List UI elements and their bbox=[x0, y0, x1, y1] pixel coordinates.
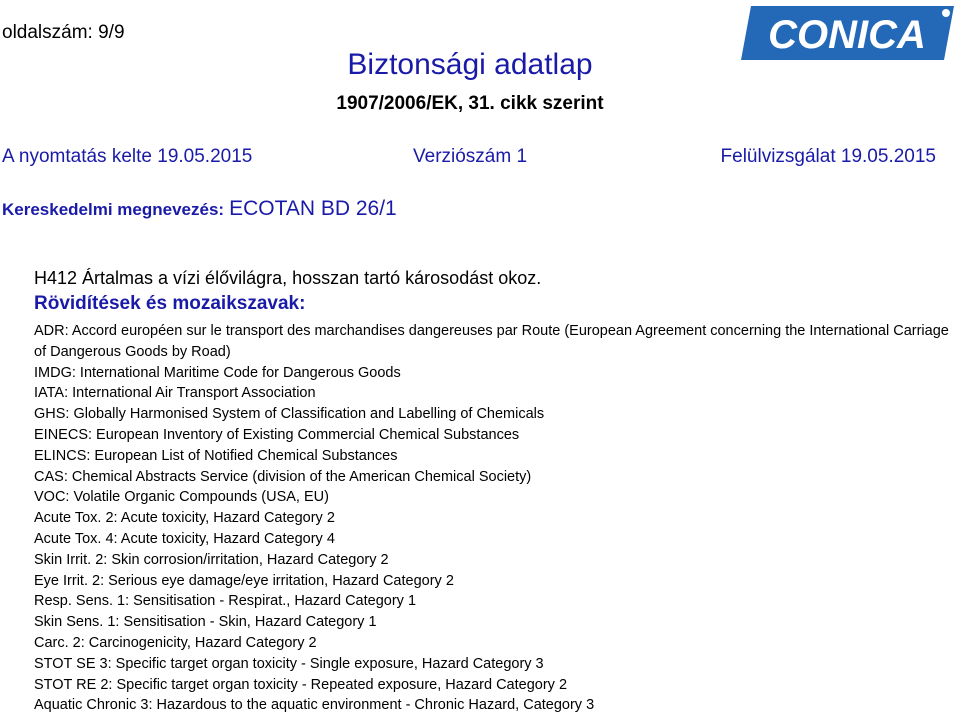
abbreviation-item: VOC: Volatile Organic Compounds (USA, EU) bbox=[34, 489, 329, 506]
abbreviation-item: Acute Tox. 4: Acute toxicity, Hazard Category 4 bbox=[34, 530, 335, 547]
abbreviation-item: ADR: Accord européen sur le transport des marchandises dangereuses par Route (European Agreement concerning the International Carriage of Dangerous Goods by Road) bbox=[34, 323, 949, 360]
content-body bbox=[34, 266, 949, 716]
abbreviation-item: Acute Tox. 2: Acute toxicity, Hazard Category 2 bbox=[34, 510, 335, 527]
page-number: oldalszám: 9/9 bbox=[2, 22, 125, 43]
abbreviations-list bbox=[34, 321, 949, 716]
abbreviation-item: STOT SE 3: Specific target organ toxicity - Single exposure, Hazard Category 3 bbox=[34, 655, 544, 672]
abbreviation-item: IMDG: International Maritime Code for Dangerous Goods bbox=[34, 364, 401, 381]
abbreviation-item: Eye Irrit. 2: Serious eye damage/eye irritation, Hazard Category 2 bbox=[34, 572, 454, 589]
document-subtitle: 1907/2006/EK, 31. cikk szerint bbox=[336, 93, 604, 114]
abbreviation-item: CAS: Chemical Abstracts Service (division of the American Chemical Society) bbox=[34, 468, 532, 485]
document-title: Biztonsági adatlap bbox=[347, 48, 593, 81]
abbreviation-item: EINECS: European Inventory of Existing Commercial Chemical Substances bbox=[34, 426, 520, 443]
logo-text: CONICA bbox=[768, 13, 926, 57]
registered-mark-icon bbox=[942, 9, 950, 17]
abbreviation-item: Resp. Sens. 1: Sensitisation - Respirat., Hazard Category 1 bbox=[34, 593, 417, 610]
abbreviation-item: STOT RE 2: Specific target organ toxicity - Repeated exposure, Hazard Category 2 bbox=[34, 676, 568, 693]
version-number: Verziószám 1 bbox=[413, 146, 528, 167]
abbreviation-item: Skin Irrit. 2: Skin corrosion/irritation, Hazard Category 2 bbox=[34, 551, 389, 568]
abbreviation-item: IATA: International Air Transport Association bbox=[34, 385, 316, 402]
trade-name bbox=[2, 197, 397, 221]
print-date: A nyomtatás kelte 19.05.2015 bbox=[2, 146, 253, 167]
abbreviation-item: Aquatic Chronic 3: Hazardous to the aquatic environment - Chronic Hazard, Category 3 bbox=[34, 697, 595, 714]
abbreviation-item: GHS: Globally Harmonised System of Classification and Labelling of Chemicals bbox=[34, 406, 545, 423]
hazard-statement: H412 Ártalmas a vízi élővilágra, hosszan tartó károsodást okoz. bbox=[34, 268, 542, 288]
trade-name-label: Kereskedelmi megnevezés: bbox=[2, 200, 225, 219]
abbreviation-item: Carc. 2: Carcinogenicity, Hazard Category 2 bbox=[34, 634, 317, 651]
abbreviation-item: Skin Sens. 1: Sensitisation - Skin, Hazard Category 1 bbox=[34, 614, 377, 631]
abbreviations-heading: Rövidítések és mozaikszavak: bbox=[34, 293, 306, 314]
trade-name-value: ECOTAN BD 26/1 bbox=[229, 197, 397, 220]
review-date: Felülvizsgálat 19.05.2015 bbox=[720, 146, 936, 167]
abbreviation-item: ELINCS: European List of Notified Chemical Substances bbox=[34, 447, 398, 464]
